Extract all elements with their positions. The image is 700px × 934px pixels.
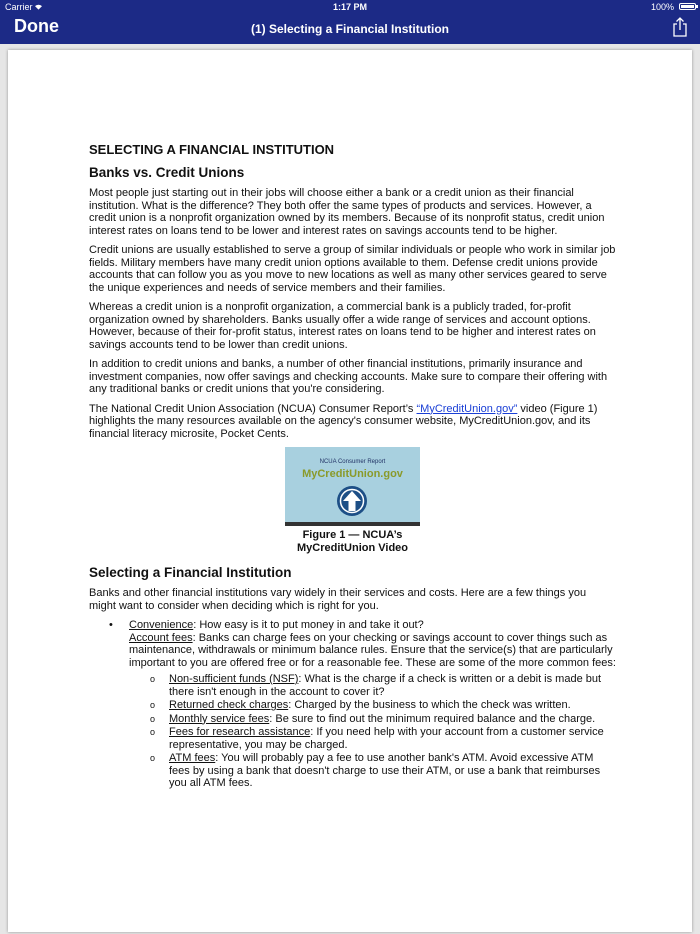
video-brand-text: MyCreditUnion.gov <box>302 468 403 480</box>
document-viewer[interactable] <box>0 44 700 934</box>
video-thumbnail[interactable] <box>285 447 420 526</box>
fee-term: Fees for research assistance <box>169 726 311 738</box>
fee-text: : Be sure to find out the minimum required balance and the charge. <box>269 712 596 725</box>
fee-term: Returned check charges <box>169 699 289 711</box>
figure-1 <box>89 447 616 555</box>
document-page <box>8 50 692 932</box>
nav-row <box>0 14 700 44</box>
fee-text: : If you need help with your account from a customer service representative, you may be charged. <box>169 726 604 751</box>
carrier-label: Carrier <box>5 2 33 12</box>
paragraph-4: In addition to credit unions and banks, a number of other financial institutions, primarily insurance and investment companies, now offer savings and checking accounts. Make sure to compare their offering with any traditional banks or credit unions that you're considering. <box>89 358 608 395</box>
figure-caption-line-1: Figure 1 — NCUA’s <box>302 529 403 541</box>
account-fees-text: : Banks can charge fees on your checking or savings account to cover things such as maintenance, withdrawals or minimum balance rules. Ensure that the service(s) that are particularly important to you are offered free or for a reasonable fee. These are some of the more common fees: <box>129 631 616 669</box>
section-title-banks-vs-credit-unions: Banks vs. Credit Unions <box>89 165 245 180</box>
fee-item-returned-check <box>169 699 616 712</box>
video-progress-bar[interactable] <box>285 522 420 526</box>
fee-item-research <box>169 726 616 751</box>
paragraph-1: Most people just starting out in their jobs will choose either a bank or a credit union as their financial institution. What is the difference? They both offer the same types of products and services. However, a credit union is a nonprofit organization owned by its members. Because of its nonprofit status, credit union interest rates on loans tend to be lower and interest rates on savings accounts tend to be higher. <box>89 187 605 237</box>
document-title: (1) Selecting a Financial Institution <box>250 22 450 36</box>
fee-term: Monthly service fees <box>169 712 270 725</box>
paragraph-3: Whereas a credit union is a nonprofit organization, a commercial bank is a publicly traded, for-profit organization owned by shareholders. Banks usually offer a wide range of services and account options. However, because of their for-profit status, interest rates on loans tend to be higher and interest rates on savings accounts tend to be lower than credit unions. <box>89 301 596 351</box>
section-title-selecting: Selecting a Financial Institution <box>89 565 292 580</box>
convenience-term: Convenience <box>129 619 194 631</box>
status-time: 1:17 PM <box>332 2 367 12</box>
section-2-intro: Banks and other financial institutions vary widely in their services and costs. Here are a few things you might want to consider when deciding which is right for you. <box>89 587 587 612</box>
video-top-text: NCUA Consumer Report <box>319 459 386 465</box>
document-heading: SELECTING A FINANCIAL INSTITUTION <box>89 142 335 157</box>
fee-item-nsf <box>169 673 616 698</box>
fee-text: : You will probably pay a fee to use another bank's ATM. Avoid excessive ATM fees by using a bank that doesn't charge to use their ATM, or use a bank that reimburses you all ATM fees. <box>169 752 601 789</box>
done-button[interactable]: Done <box>14 16 59 36</box>
ncua-text-before: The National Credit Union Association (NCUA) Consumer Report’s <box>89 402 417 415</box>
figure-caption <box>89 529 616 555</box>
fee-text: : What is the charge if a check is written or a debit is made but there isn't enough in the account to cover it? <box>169 673 602 698</box>
navigation-bar <box>0 0 700 44</box>
fee-term: ATM fees <box>169 752 216 764</box>
fee-item-atm <box>169 752 616 790</box>
battery-icon <box>679 3 696 10</box>
status-bar <box>0 0 700 14</box>
account-fees-term: Account fees <box>129 631 193 644</box>
fee-item-monthly-service <box>169 713 616 726</box>
battery-percentage: 100% <box>650 2 674 12</box>
ncua-text-after: video (Figure 1) highlights the many resources available on the agency's consumer website, MyCreditUnion.gov, and its financial literacy microsite, Pocket Cents. <box>89 402 598 440</box>
list-item-convenience <box>129 619 616 790</box>
fee-term: Non-sufficient funds (NSF) <box>169 673 299 685</box>
battery-level-fill <box>681 5 694 8</box>
figure-caption-line-2: MyCreditUnion Video <box>296 542 409 554</box>
convenience-line <box>129 619 616 632</box>
ncua-logo-icon <box>336 485 368 517</box>
considerations-list <box>89 619 616 790</box>
paragraph-2: Credit unions are usually established to serve a group of similar individuals or people who work in similar job fields. Military members have many credit union options available to them. Defense credit unions provide accounts that can follow you as you move to new locations as well as many other services geared to serve the unique experiences and needs of service members and their families. <box>89 244 616 294</box>
account-fees-line <box>129 632 616 670</box>
paragraph-ncua <box>89 403 616 441</box>
mycreditunion-link[interactable]: “MyCreditUnion.gov” <box>416 402 518 415</box>
fees-list <box>129 673 616 790</box>
fee-text: : Charged by the business to which the check was written. <box>288 699 571 711</box>
share-icon[interactable] <box>672 17 688 37</box>
convenience-text: : How easy is it to put money in and take it out? <box>193 619 424 631</box>
document-content <box>89 142 616 794</box>
